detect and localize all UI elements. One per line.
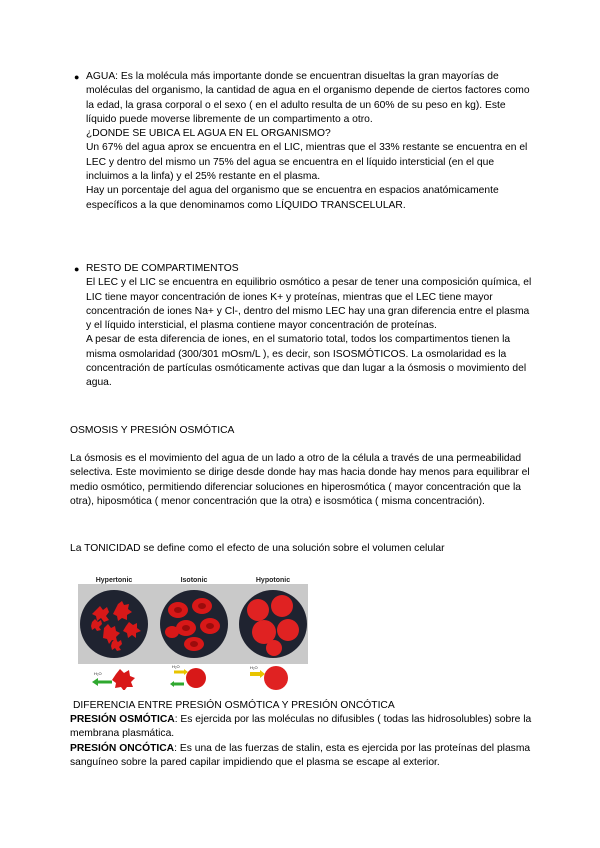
h2o-label-hypertonic: H₂O — [94, 671, 102, 676]
agua-distribution: Un 67% del agua aprox se encuentra en el LIC, mientras que el 33% restante se encuentra en el LEC y dentro del mismo un 75% del agua se encuentra en el líquido intersticial (en el que incluimos a la linfa) y el 25% restante en el plasma. — [86, 142, 528, 183]
presion-osmotica — [70, 713, 540, 742]
h2o-label-isotonic: H₂O — [172, 664, 180, 669]
bullet-agua — [74, 70, 536, 213]
bullet-marker: ● — [74, 264, 80, 274]
label-hypotonic: Hypotonic — [255, 577, 291, 584]
tonicity-figure — [78, 574, 308, 690]
diferencia-heading: DIFERENCIA ENTRE PRESIÓN OSMÓTICA Y PRESIÓN ONCÓTICA — [73, 700, 395, 711]
agua-question: ¿DONDE SE UBICA EL AGUA EN EL ORGANISMO? — [86, 128, 331, 140]
resto-equilibrio: El LEC y el LIC se encuentra en equilibrio osmótico a pesar de tener una composición química, el LIC tiene mayor concentración de iones K+ y proteínas, mientras que el LEC tiene mayor concentración de iones Na+ y Cl-, dentro del mismo LEC hay una gran diferencia entre el plasma y el líquido intersticial, el plasma contiene mayor concentración de proteínas. — [86, 277, 532, 332]
osmosis-definition: La ósmosis es el movimiento del agua de un lado a otro de la célula a través de una permeabilidad selectiva. Este movimiento se dirige desde donde hay mas hacia donde hay menos para equilibrar el medio osmótico, permitiendo diferenciar soluciones en hiperosmótica ( mayor concentración que la otra), hiposmótica ( menor concentración que la otra) e isosmótica ( misma concentración). — [70, 453, 530, 507]
label-hypertonic: Hypertonic — [95, 577, 133, 584]
bullet-resto — [74, 262, 536, 391]
agua-transcelular: Hay un porcentaje del agua del organismo que se encuentra en espacios anatómicamente específicos a la que denominamos como LÍQUIDO TRANSCELULAR. — [86, 185, 499, 211]
osmosis-heading: OSMOSIS Y PRESIÓN OSMÓTICA — [70, 425, 235, 436]
tonicidad-definition: La TONICIDAD se define como el efecto de una solución sobre el volumen celular — [70, 543, 445, 554]
presion-osmotica-text: : Es ejercida por las moléculas no difusibles ( todas las hidrosolubles) sobre la membrana plasmática. — [70, 714, 532, 740]
osmosis-paragraph — [70, 452, 540, 509]
agua-definition: AGUA: Es la molécula más importante donde se encuentran disueltas la gran mayorías de moléculas del organismo, la cantidad de agua en el organismo depende de ciertos factores como la edad, la grasa corporal o el sexo ( en el adulto resulta de un 60% de su peso en kg). Este líquido puede moverse libremente de un compartimento a otro. — [86, 71, 530, 125]
label-isotonic: Isotonic — [180, 577, 208, 584]
presion-osmotica-term: PRESIÓN OSMÓTICA — [70, 714, 175, 725]
presion-oncotica — [70, 742, 540, 771]
bullet-marker: ● — [74, 72, 80, 82]
presion-oncotica-term: PRESIÓN ONCÓTICA — [70, 742, 175, 754]
h2o-label-hypotonic: H₂O — [250, 665, 258, 670]
tonicidad-paragraph — [70, 542, 540, 556]
hypertonic-view — [80, 590, 148, 658]
tonicity-illustration — [78, 574, 308, 690]
hypotonic-view — [239, 590, 307, 658]
resto-title: RESTO DE COMPARTIMENTOS — [86, 263, 239, 274]
isotonic-view — [160, 590, 228, 658]
presion-oncotica-text: : Es una de las fuerzas de stalin, esta es ejercida por las proteínas del plasma sanguíneo sobre la pared capilar impidiendo que el plasma se escape al exterior. — [70, 742, 531, 768]
resto-osmolaridad: A pesar de esta diferencia de iones, en el sumatorio total, todos los compartimentos tienen la misma osmolaridad (300/301 mOsm/L ), es decir, son ISOSMÓTICOS. La osmolaridad es la concentración de partículas osmóticamente activas que dan lugar a la ósmosis o movimiento del agua. — [86, 334, 527, 389]
presion-definitions — [70, 713, 540, 770]
